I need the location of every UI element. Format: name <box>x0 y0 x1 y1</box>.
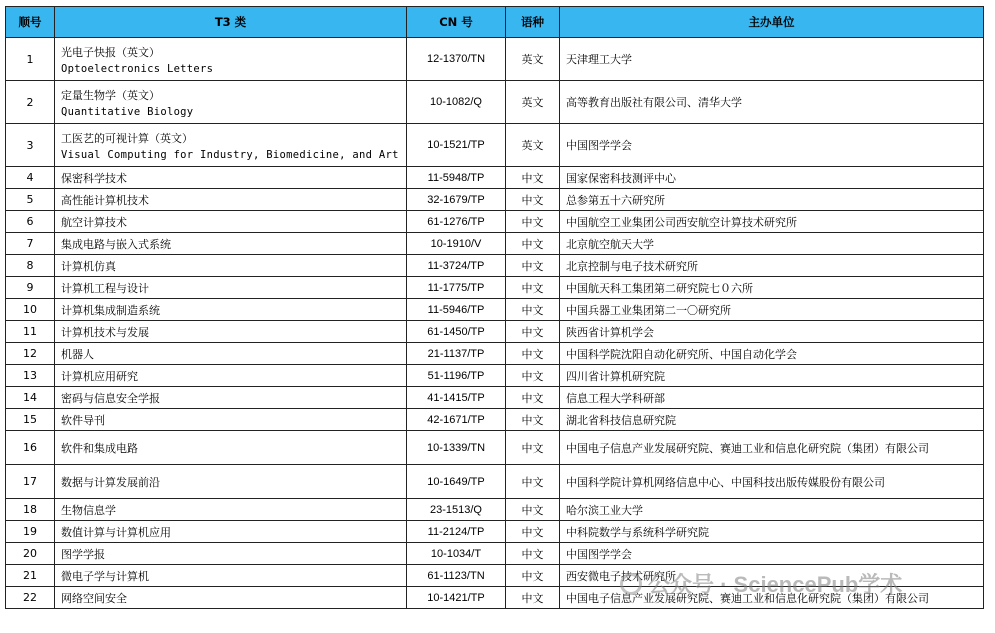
cell-no: 10 <box>6 299 55 321</box>
table-body <box>6 38 984 609</box>
journal-title-zh: 集成电路与嵌入式系统 <box>61 237 171 251</box>
cell-lang: 中文 <box>506 499 560 521</box>
cell-title <box>55 365 407 387</box>
cell-title <box>55 431 407 465</box>
cell-org: 中国图学学会 <box>560 543 984 565</box>
cell-lang: 中文 <box>506 233 560 255</box>
journal-title-zh: 数值计算与计算机应用 <box>61 525 171 539</box>
cell-no: 9 <box>6 277 55 299</box>
journal-title-zh: 网络空间安全 <box>61 591 127 605</box>
cell-lang: 中文 <box>506 409 560 431</box>
cell-no: 19 <box>6 521 55 543</box>
cell-lang: 中文 <box>506 321 560 343</box>
cell-cn: 10-1034/T <box>407 543 506 565</box>
table-row <box>6 38 984 81</box>
header-cn: CN 号 <box>407 7 506 38</box>
cell-title <box>55 387 407 409</box>
cell-cn: 23-1513/Q <box>407 499 506 521</box>
cell-title <box>55 189 407 211</box>
cell-no: 8 <box>6 255 55 277</box>
t3-journal-table <box>5 6 984 609</box>
cell-lang: 中文 <box>506 521 560 543</box>
table-row <box>6 233 984 255</box>
table-row <box>6 124 984 167</box>
table-row <box>6 321 984 343</box>
table-row <box>6 543 984 565</box>
cell-title <box>55 255 407 277</box>
cell-title <box>55 277 407 299</box>
journal-title-zh: 密码与信息安全学报 <box>61 391 160 405</box>
cell-title <box>55 587 407 609</box>
cell-cn: 11-2124/TP <box>407 521 506 543</box>
cell-org: 天津理工大学 <box>560 38 984 81</box>
cell-lang: 中文 <box>506 465 560 499</box>
cell-no: 15 <box>6 409 55 431</box>
cell-lang: 中文 <box>506 343 560 365</box>
cell-org: 信息工程大学科研部 <box>560 387 984 409</box>
cell-lang: 中文 <box>506 431 560 465</box>
cell-title <box>55 521 407 543</box>
journal-title-zh: 高性能计算机技术 <box>61 193 149 207</box>
cell-org: 中国电子信息产业发展研究院、赛迪工业和信息化研究院（集团）有限公司 <box>560 431 984 465</box>
cell-title <box>55 124 407 167</box>
table-row <box>6 189 984 211</box>
cell-title <box>55 211 407 233</box>
journal-title-zh: 光电子快报（英文） <box>61 45 160 59</box>
header-lang: 语种 <box>506 7 560 38</box>
table-row <box>6 499 984 521</box>
cell-cn: 12-1370/TN <box>407 38 506 81</box>
cell-cn: 10-1649/TP <box>407 465 506 499</box>
cell-cn: 41-1415/TP <box>407 387 506 409</box>
cell-title <box>55 81 407 124</box>
cell-lang: 中文 <box>506 299 560 321</box>
journal-title-zh: 生物信息学 <box>61 503 116 517</box>
cell-no: 22 <box>6 587 55 609</box>
watermark <box>620 568 902 599</box>
table-header-row <box>6 7 984 38</box>
cell-org: 北京航空航天大学 <box>560 233 984 255</box>
header-org: 主办单位 <box>560 7 984 38</box>
journal-title-zh: 机器人 <box>61 347 94 361</box>
cell-no: 20 <box>6 543 55 565</box>
cell-org: 四川省计算机研究院 <box>560 365 984 387</box>
cell-lang: 英文 <box>506 38 560 81</box>
cell-no: 4 <box>6 167 55 189</box>
cell-no: 5 <box>6 189 55 211</box>
cell-cn: 32-1679/TP <box>407 189 506 211</box>
journal-title-zh: 工医艺的可视计算（英文） <box>61 131 193 145</box>
table-row <box>6 465 984 499</box>
cell-lang: 英文 <box>506 124 560 167</box>
cell-no: 3 <box>6 124 55 167</box>
journal-title-zh: 软件和集成电路 <box>61 441 138 455</box>
cell-no: 14 <box>6 387 55 409</box>
cell-no: 21 <box>6 565 55 587</box>
cell-cn: 11-5948/TP <box>407 167 506 189</box>
cell-org: 中国兵器工业集团第二一〇研究所 <box>560 299 984 321</box>
cell-no: 6 <box>6 211 55 233</box>
cell-title <box>55 321 407 343</box>
cell-title <box>55 543 407 565</box>
cell-org: 北京控制与电子技术研究所 <box>560 255 984 277</box>
cell-lang: 中文 <box>506 565 560 587</box>
cell-lang: 中文 <box>506 365 560 387</box>
cell-cn: 51-1196/TP <box>407 365 506 387</box>
cell-title <box>55 409 407 431</box>
watermark-text: 公众号 · SciencePub学术 <box>648 572 903 597</box>
cell-lang: 中文 <box>506 587 560 609</box>
journal-title-zh: 计算机仿真 <box>61 259 116 273</box>
journal-title-zh: 计算机工程与设计 <box>61 281 149 295</box>
cell-org: 高等教育出版社有限公司、清华大学 <box>560 81 984 124</box>
journal-title-zh: 定量生物学（英文） <box>61 88 160 102</box>
cell-no: 16 <box>6 431 55 465</box>
cell-cn: 10-1421/TP <box>407 587 506 609</box>
journal-title-zh: 航空计算技术 <box>61 215 127 229</box>
cell-cn: 61-1450/TP <box>407 321 506 343</box>
cell-no: 17 <box>6 465 55 499</box>
table-row <box>6 343 984 365</box>
cell-no: 7 <box>6 233 55 255</box>
table-row <box>6 387 984 409</box>
header-t3: T3 类 <box>55 7 407 38</box>
cell-org: 国家保密科技测评中心 <box>560 167 984 189</box>
cell-no: 18 <box>6 499 55 521</box>
journal-title-zh: 数据与计算发展前沿 <box>61 475 160 489</box>
cell-org: 中国科学院计算机网络信息中心、中国科技出版传媒股份有限公司 <box>560 465 984 499</box>
journal-title-zh: 计算机技术与发展 <box>61 325 149 339</box>
journal-title-zh: 微电子学与计算机 <box>61 569 149 583</box>
cell-org: 陕西省计算机学会 <box>560 321 984 343</box>
cell-lang: 中文 <box>506 211 560 233</box>
table-row <box>6 521 984 543</box>
cell-no: 11 <box>6 321 55 343</box>
cell-lang: 中文 <box>506 387 560 409</box>
table-row <box>6 211 984 233</box>
header-no: 顺号 <box>6 7 55 38</box>
table-row <box>6 365 984 387</box>
cell-cn: 42-1671/TP <box>407 409 506 431</box>
cell-lang: 中文 <box>506 277 560 299</box>
table-row <box>6 255 984 277</box>
cell-org: 哈尔滨工业大学 <box>560 499 984 521</box>
cell-lang: 英文 <box>506 81 560 124</box>
cell-cn: 10-1521/TP <box>407 124 506 167</box>
cell-org: 中国电子信息产业发展研究院、赛迪工业和信息化研究院（集团）有限公司 <box>560 587 984 609</box>
journal-title-en: Quantitative Biology <box>61 105 194 118</box>
cell-cn: 10-1339/TN <box>407 431 506 465</box>
cell-cn: 11-3724/TP <box>407 255 506 277</box>
table-row <box>6 409 984 431</box>
table-row <box>6 81 984 124</box>
journal-title-zh: 图学学报 <box>61 547 105 561</box>
cell-title <box>55 299 407 321</box>
cell-no: 1 <box>6 38 55 81</box>
cell-org: 中科院数学与系统科学研究院 <box>560 521 984 543</box>
cell-title <box>55 465 407 499</box>
cell-title <box>55 499 407 521</box>
cell-org: 中国航天科工集团第二研究院七０六所 <box>560 277 984 299</box>
cell-org: 中国航空工业集团公司西安航空计算技术研究所 <box>560 211 984 233</box>
journal-title-en: Visual Computing for Industry, Biomedicine, and Art <box>61 148 399 161</box>
cell-title <box>55 565 407 587</box>
cell-no: 13 <box>6 365 55 387</box>
cell-cn: 11-1775/TP <box>407 277 506 299</box>
cell-cn: 10-1910/V <box>407 233 506 255</box>
cell-cn: 61-1276/TP <box>407 211 506 233</box>
cell-org: 中国图学学会 <box>560 124 984 167</box>
cell-lang: 中文 <box>506 255 560 277</box>
journal-title-zh: 计算机应用研究 <box>61 369 138 383</box>
table-row <box>6 431 984 465</box>
cell-title <box>55 233 407 255</box>
cell-cn: 61-1123/TN <box>407 565 506 587</box>
cell-cn: 21-1137/TP <box>407 343 506 365</box>
cell-cn: 10-1082/Q <box>407 81 506 124</box>
cell-title <box>55 38 407 81</box>
cell-no: 2 <box>6 81 55 124</box>
journal-title-en: Optoelectronics Letters <box>61 62 214 75</box>
journal-title-zh: 软件导刊 <box>61 413 105 427</box>
cell-lang: 中文 <box>506 189 560 211</box>
wechat-icon <box>620 573 642 595</box>
cell-org: 中国科学院沈阳自动化研究所、中国自动化学会 <box>560 343 984 365</box>
table-row <box>6 277 984 299</box>
cell-title <box>55 343 407 365</box>
table-row <box>6 167 984 189</box>
cell-cn: 11-5946/TP <box>407 299 506 321</box>
cell-lang: 中文 <box>506 167 560 189</box>
cell-org: 总参第五十六研究所 <box>560 189 984 211</box>
cell-org: 西安微电子技术研究所 <box>560 565 984 587</box>
journal-title-zh: 保密科学技术 <box>61 171 127 185</box>
table-row <box>6 299 984 321</box>
cell-no: 12 <box>6 343 55 365</box>
cell-lang: 中文 <box>506 543 560 565</box>
cell-org: 湖北省科技信息研究院 <box>560 409 984 431</box>
journal-title-zh: 计算机集成制造系统 <box>61 303 160 317</box>
cell-title <box>55 167 407 189</box>
